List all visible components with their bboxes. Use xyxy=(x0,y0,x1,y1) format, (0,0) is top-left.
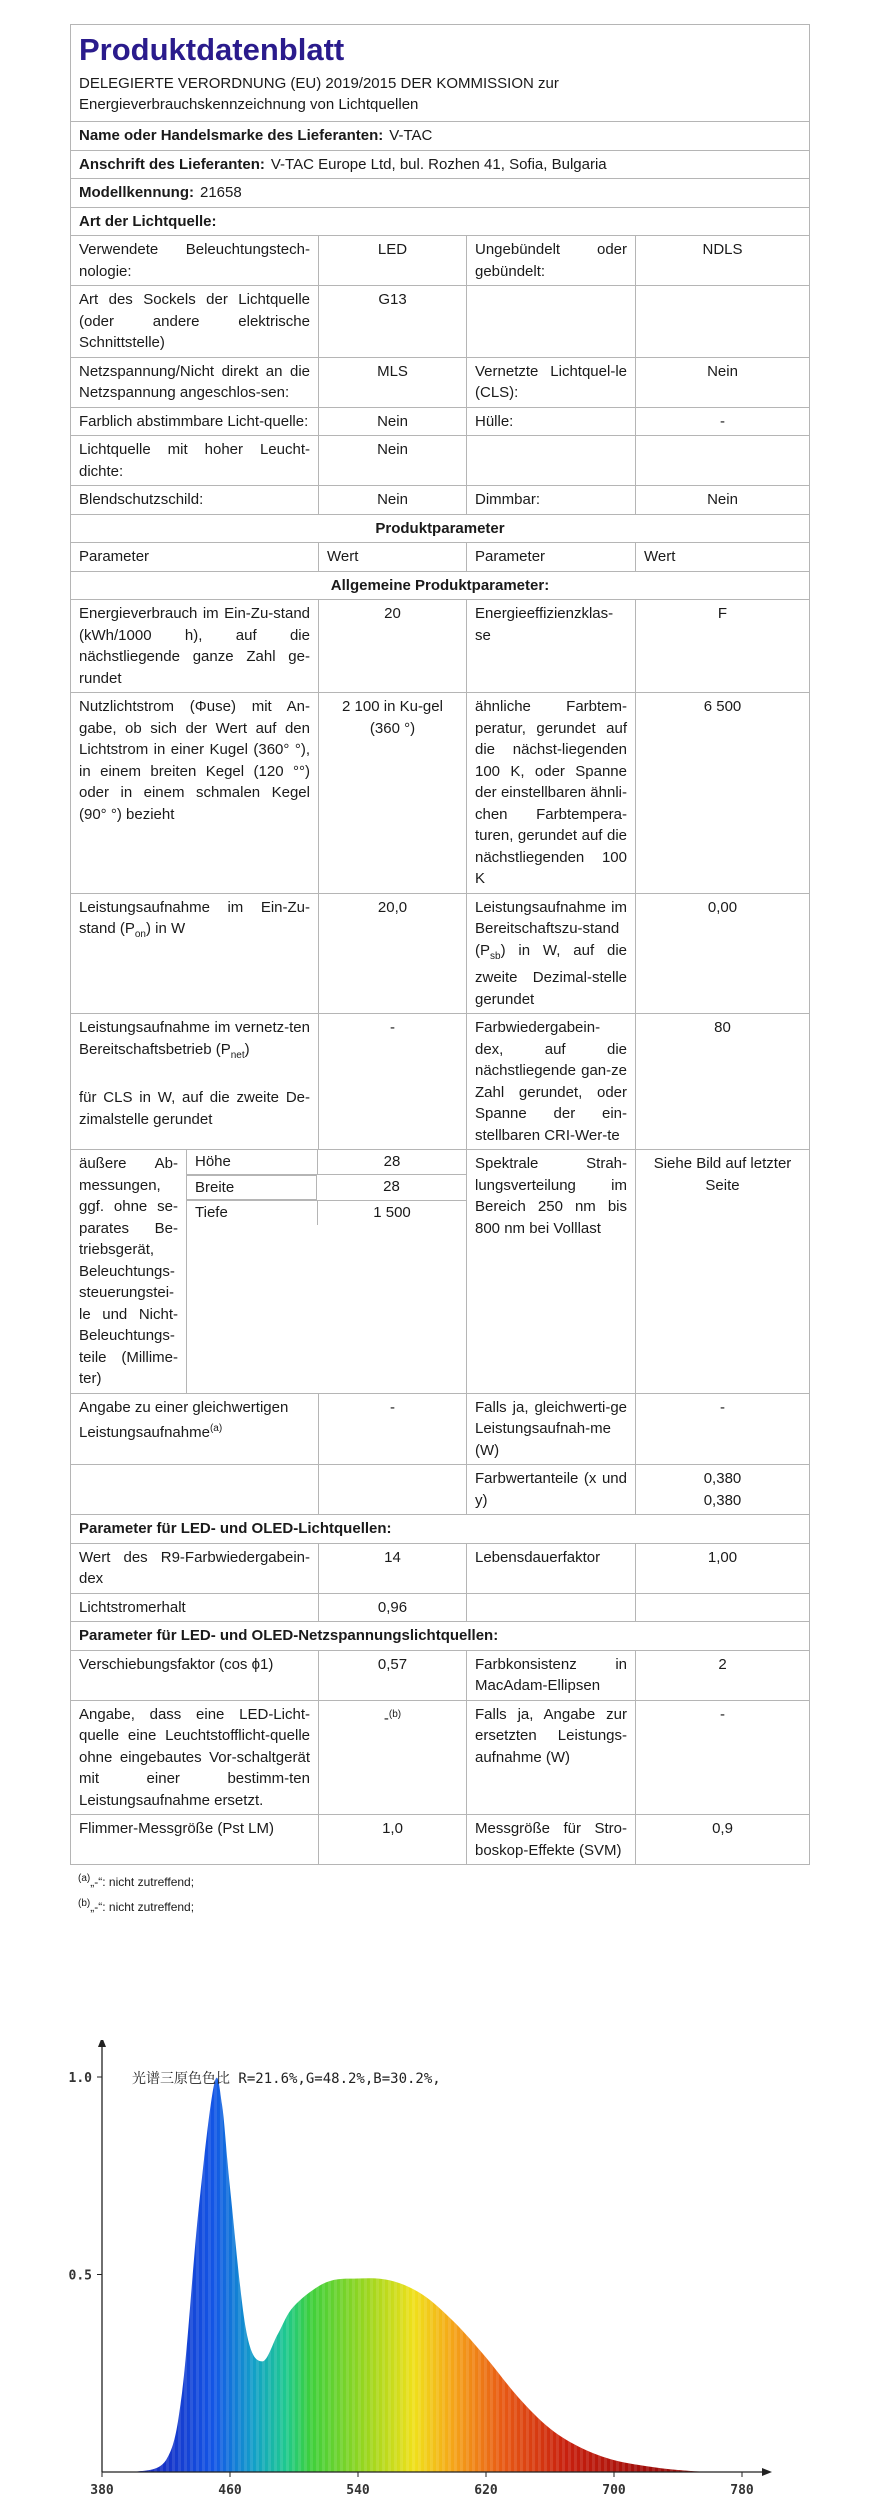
depth-label: Tiefe xyxy=(187,1201,318,1225)
chromaticity-row xyxy=(71,1465,809,1515)
empty-cell xyxy=(318,1465,466,1514)
dimensions-cell xyxy=(71,1150,466,1393)
param-value xyxy=(635,286,809,357)
empty-cell xyxy=(466,1594,635,1622)
param-label xyxy=(466,436,635,485)
param-value: - xyxy=(635,408,809,436)
displacement-row xyxy=(71,1651,809,1701)
param-value: 2 100 in Ku-gel (360 °) xyxy=(318,693,466,893)
param-value xyxy=(635,436,809,485)
x-tick-label: 540 xyxy=(346,2483,370,2498)
x-axis-arrow xyxy=(762,2468,772,2476)
x-tick-label: 700 xyxy=(602,2483,626,2498)
param-value: Nein xyxy=(318,486,466,514)
param-value: F xyxy=(635,600,809,692)
label-subscript: net xyxy=(230,1049,245,1061)
param-label: Energieverbrauch im Ein-Zu-stand (kWh/1000 h), auf die nächstliegende ganze Zahl ge-rundet xyxy=(79,605,310,687)
table-row xyxy=(71,236,809,286)
param-label: Verschiebungsfaktor (cos ϕ1) xyxy=(79,1655,274,1673)
table-row xyxy=(71,486,809,515)
regulation-text xyxy=(71,71,809,121)
param-label: Dimmbar: xyxy=(466,486,635,514)
param-value: 80 xyxy=(635,1014,809,1149)
param-value: Siehe Bild auf letzter Seite xyxy=(635,1150,809,1393)
chromaticity-x: 0,380 xyxy=(703,1470,742,1487)
param-value: 20 xyxy=(318,600,466,692)
chromaticity-y: 0,380 xyxy=(703,1491,742,1509)
product-parameters-heading xyxy=(71,515,809,544)
x-tick-label: 780 xyxy=(730,2483,754,2498)
depth-row xyxy=(187,1201,466,1225)
table-row xyxy=(71,358,809,408)
height-label: Höhe xyxy=(187,1150,318,1174)
flicker-row xyxy=(71,1815,809,1865)
param-label: ähnliche Farbtem-peratur, gerundet auf die nächst-liegenden 100 K, oder Spanne der einstellbaren ähnli-chen Farbtempera-turen, gerundet auf die nächstliegenden 100 K xyxy=(466,693,635,893)
depth-value: 1 500 xyxy=(373,1204,411,1221)
param-value: 14 xyxy=(318,1544,466,1593)
width-row xyxy=(187,1174,466,1202)
footnote-mark: (a) xyxy=(78,1873,91,1884)
page-title: Produktdatenblatt xyxy=(79,32,345,67)
param-label: Nutzlichtstrom (Φuse) mit An-gabe, ob sich der Wert auf den Lichtstrom in einer Kugel (360° °), in einem breiten Kegel (120 °°) oder in einem schmalen Kegel (90° °) bezieht xyxy=(79,698,310,823)
param-value: 0,00 xyxy=(635,894,809,1014)
param-value: Nein xyxy=(318,436,466,485)
model-value: 21658 xyxy=(200,184,242,201)
label-part: Angabe zu einer gleichwertigen Leistungsaufnahme xyxy=(79,1398,289,1441)
param-value: 2 xyxy=(635,1651,809,1700)
param-value: 1,0 xyxy=(318,1815,466,1864)
luminous-flux-row xyxy=(71,693,809,894)
energy-row xyxy=(71,600,809,693)
y-axis-arrow xyxy=(98,2040,106,2047)
param-label: Lichtquelle mit hoher Leucht-dichte: xyxy=(79,441,310,480)
param-label xyxy=(71,894,318,1014)
param-label: Farblich abstimmbare Licht-quelle: xyxy=(79,412,309,430)
value-part: - xyxy=(383,1709,389,1727)
empty-cell xyxy=(635,1594,809,1622)
footnote-mark: (b) xyxy=(388,1708,402,1720)
param-value: MLS xyxy=(318,358,466,407)
param-label: Energieeffizienzklas-se xyxy=(466,600,635,692)
label-part: für CLS in W, auf die zweite De-zimalstelle gerundet xyxy=(79,1089,310,1128)
footnote-mark: (a) xyxy=(209,1423,223,1434)
label-part: ) xyxy=(244,1040,250,1058)
table-row xyxy=(71,286,809,358)
power-row xyxy=(71,894,809,1015)
param-label: Farbwiedergabein-dex, auf die nächstliegende gan-ze Zahl gerundet, oder Spanne der ein-stellbaren CRI-Wer-te xyxy=(466,1014,635,1149)
model-row xyxy=(71,179,809,208)
led-oled-heading xyxy=(71,1515,809,1544)
led-oled-mains-heading xyxy=(71,1622,809,1651)
label-part: Leistungsaufnahme im Ein-Zu-stand (P xyxy=(79,898,310,937)
param-label xyxy=(466,286,635,357)
label-part: ) in W xyxy=(146,920,186,937)
param-label: Falls ja, Angabe zur ersetzten Leistungs-aufnahme (W) xyxy=(466,1701,635,1815)
param-label: Ungebündelt oder gebündelt: xyxy=(466,236,635,285)
y-tick-label: 1.0 xyxy=(68,2071,92,2086)
dimensions-values xyxy=(187,1150,466,1393)
param-label: Farbkonsistenz in MacAdam-Ellipsen xyxy=(466,1651,635,1700)
param-value: - xyxy=(635,1701,809,1815)
column-header-row xyxy=(71,543,809,572)
section-heading: Parameter für LED- und OLED-Lichtquellen: xyxy=(79,1520,392,1537)
param-label xyxy=(71,1014,318,1149)
param-label: Messgröße für Stro-boskop-Effekte (SVM) xyxy=(466,1815,635,1864)
column-header-parameter: Parameter xyxy=(466,543,635,571)
param-label: Spektrale Strah-lungsverteilung im Bereich 250 nm bis 800 nm bei Volllast xyxy=(466,1150,635,1393)
section-heading: Allgemeine Produktparameter: xyxy=(330,576,550,594)
width-label: Breite xyxy=(186,1175,317,1201)
lumen-maintenance-row xyxy=(71,1594,809,1623)
param-value: Nein xyxy=(635,358,809,407)
param-value: LED xyxy=(318,236,466,285)
param-label: Lebensdauerfaktor xyxy=(466,1544,635,1593)
general-parameters-heading xyxy=(71,572,809,601)
param-value: 20,0 xyxy=(318,894,466,1014)
param-label: Vernetzte Lichtquel-le (CLS): xyxy=(466,358,635,407)
section-heading: Art der Lichtquelle: xyxy=(79,212,217,230)
param-label: Flimmer-Messgröße (Pst LM) xyxy=(79,1820,275,1837)
x-tick-label: 460 xyxy=(218,2483,242,2498)
param-value: Nein xyxy=(635,486,809,514)
column-header-value: Wert xyxy=(635,543,809,571)
sheet-header xyxy=(71,25,809,122)
param-value: 0,9 xyxy=(635,1815,809,1864)
replacement-row xyxy=(71,1701,809,1816)
param-value: - xyxy=(318,1394,466,1465)
param-value: 0,96 xyxy=(318,1594,466,1622)
product-data-sheet xyxy=(70,24,810,1865)
param-label: Netzspannung/Nicht direkt an die Netzspannung angeschlos-sen: xyxy=(79,362,310,401)
section-heading: Produktparameter xyxy=(375,519,505,537)
param-label: Wert des R9-Farbwiedergabein-dex xyxy=(79,1548,310,1587)
supplier-address-label: Anschrift des Lieferanten: xyxy=(79,155,265,173)
footnotes xyxy=(78,1871,194,1915)
param-value: - xyxy=(635,1394,809,1465)
dimensions-label: äußere Ab-messungen, ggf. ohne se-parates Be-triebsgerät, Beleuchtungs-steuerungstei-le und Nicht-Beleuchtungs-teile (Millime-ter) xyxy=(71,1150,187,1393)
supplier-name-value: V-TAC xyxy=(389,127,433,144)
chart-title: 光谱三原色色比 R=21.6%,G=48.2%,B=30.2%, xyxy=(132,2071,441,2087)
x-tick-label: 620 xyxy=(474,2483,498,2498)
supplier-name-row xyxy=(71,122,809,151)
equivalent-power-row xyxy=(71,1394,809,1466)
param-label: Blendschutzschild: xyxy=(79,491,204,508)
param-value: NDLS xyxy=(635,236,809,285)
param-label: Falls ja, gleichwerti-ge Leistungsaufnah-me (W) xyxy=(466,1394,635,1465)
width-value: 28 xyxy=(383,1177,400,1195)
light-source-type-heading xyxy=(71,208,809,237)
table-row xyxy=(71,408,809,437)
param-value xyxy=(318,1701,466,1815)
label-part: Leistungsaufnahme im Bereitschaftszu-stand (P xyxy=(475,898,627,959)
footnote-text: „-“: nicht zutreffend; xyxy=(90,1900,195,1914)
param-value: 0,57 xyxy=(318,1651,466,1700)
footnote xyxy=(78,1871,194,1890)
spectrum-stripes xyxy=(102,2078,742,2472)
regulation-line-1: DELEGIERTE VERORDNUNG (EU) 2019/2015 DER KOMMISSION zur xyxy=(79,75,559,92)
regulation-line-2: Energieverbrauchskennzeichnung von Lichtquellen xyxy=(79,96,419,113)
supplier-address-row xyxy=(71,151,809,180)
param-value: G13 xyxy=(318,286,466,357)
footnote-text: „-“: nicht zutreffend; xyxy=(90,1875,195,1889)
param-value: 6 500 xyxy=(635,693,809,893)
height-value: 28 xyxy=(383,1153,401,1170)
dimensions-row xyxy=(71,1150,809,1394)
label-part: Leistungsaufnahme im vernetz-ten Bereitschaftsbetrieb (P xyxy=(79,1019,310,1058)
standby-row xyxy=(71,1014,809,1150)
label-part: ) in W, auf die zweite Dezimal-stelle gerundet xyxy=(475,941,627,1008)
param-value: - xyxy=(318,1014,466,1149)
empty-cell xyxy=(71,1465,318,1514)
y-tick-label: 0.5 xyxy=(68,2268,92,2284)
param-label: Angabe, dass eine LED-Licht-quelle eine Leuchtstofflicht-quelle ohne eingebautes Vor-schaltgerät mit einer bestimm-ten Leistungsaufnahme ersetzt. xyxy=(79,1705,310,1809)
footnote xyxy=(78,1896,194,1915)
param-label xyxy=(71,1394,318,1465)
model-label: Modellkennung: xyxy=(79,184,194,201)
param-label xyxy=(466,894,635,1014)
spectrum-chart xyxy=(52,2040,812,2500)
table-row xyxy=(71,436,809,486)
param-label: Art des Sockels der Lichtquelle (oder andere elektrische Schnittstelle) xyxy=(79,291,310,351)
param-label: Farbwertanteile (x und y) xyxy=(466,1465,635,1514)
param-value: 1,00 xyxy=(635,1544,809,1593)
supplier-name-label: Name oder Handelsmarke des Lieferanten: xyxy=(79,127,384,144)
label-subscript: sb xyxy=(490,950,501,962)
column-header-parameter: Parameter xyxy=(79,548,150,565)
param-label: Lichtstromerhalt xyxy=(79,1598,186,1616)
label-subscript: on xyxy=(134,929,146,940)
supplier-address-value: V-TAC Europe Ltd, bul. Rozhen 41, Sofia, Bulgaria xyxy=(270,155,607,173)
column-header-value: Wert xyxy=(318,543,466,571)
param-label: Verwendete Beleuchtungstech-nologie: xyxy=(79,241,310,280)
footnote-mark: (b) xyxy=(78,1898,91,1909)
param-value xyxy=(635,1465,809,1514)
x-tick-label: 380 xyxy=(90,2483,114,2498)
param-label: Hülle: xyxy=(466,408,635,436)
param-value: Nein xyxy=(318,408,466,436)
section-heading: Parameter für LED- und OLED-Netzspannungslichtquellen: xyxy=(79,1627,499,1644)
r9-row xyxy=(71,1544,809,1594)
height-row xyxy=(187,1150,466,1174)
